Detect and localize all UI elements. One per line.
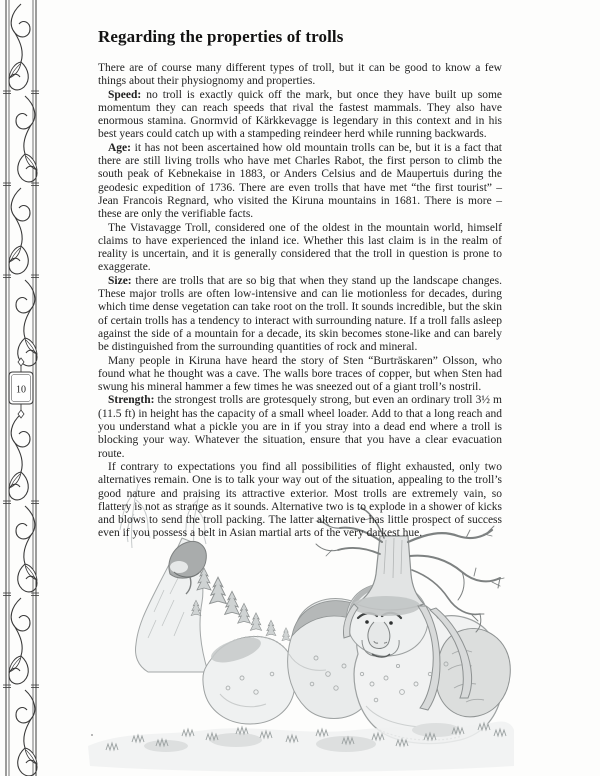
page-number: 10 xyxy=(16,384,26,396)
ground xyxy=(88,721,514,772)
paragraph-age: Age: it has not been ascertained how old mountain trolls can be, but it is a fact that there are still living trolls who have met Charles Rabot, the first person to climb the south peak of Kebnekaise in 1883, or Anders Celsius and de Maupertuis during the geodesic expedition of 1736. There are even trolls that have met “the first tourist” – Jean Francois Regnard, who visited the Kiruna mountains in 1681. There is more – these are only the verifiable facts. xyxy=(98,141,502,221)
paragraph-lead-speed: Speed: xyxy=(108,88,142,101)
paragraph-escape: If contrary to expectations you find all possibilities of flight exhausted, only two alternatives remain. One is to talk your way out of the situation, appealing to the troll’s good nature and praising its attractive exterior. Most trolls are extremely vain, so flattery is not as strange as it sounds. Alternative two is to explode in a shower of kicks and blows to send the troll packing. The latter alternative has little prospect of success even if you possess a belt in Asian martial arts of the very darkest hue. xyxy=(98,460,502,540)
boulder-left xyxy=(203,632,296,724)
paragraph-strength: Strength: the strongest trolls are grotesquely strong, but even an ordinary troll 3½ m (11.5 ft) in height has the capacity of a small wheel loader. Add to that a long reach and you understand what a pickle you are in if you stray into a dead end where a troll is blocking your way. Whatever the situation, ensure that you have a clear evacuation route. xyxy=(98,394,503,460)
ornamental-border xyxy=(0,0,46,776)
paragraph-lead-size: Size: xyxy=(108,274,132,287)
paragraph-speed: Speed: no troll is exactly quick off the mark, but once they have built up some momentum they can reach speeds that rival the fastest mammals. They also have enormous stamina. Gnormvid of Kärkkevagge is legendary in this context and in his best years could catch up with a stampeding reindeer herd while running backwards. xyxy=(98,88,502,141)
article xyxy=(98,26,502,541)
paragraph-lead-age: Age: xyxy=(108,141,131,154)
page-number-cartouche xyxy=(9,358,33,418)
paragraph-intro: There are of course many different types of troll, but it can be good to know a few things about their physiognomy and properties. xyxy=(98,62,502,88)
page-title: Regarding the properties of trolls xyxy=(98,27,344,46)
paragraph-kiruna-story: Many people in Kiruna have heard the story of Sten “Burträskaren” Olsson, who found what he thought was a cave. The walls bore traces of copper, but when Sten had swung his mineral hammer a few times he was sneezed out of a giant troll’s nostril. xyxy=(98,354,502,394)
boulder-right xyxy=(436,629,510,717)
paragraph-vistavagge: The Vistavagge Troll, considered one of the oldest in the mountain world, himself claims to have experienced the inland ice. Whether this last claim is in the realm of reality is uncertain, and it is generally considered that the troll in question is prone to exaggerate. xyxy=(98,221,502,274)
paragraph-lead-strength: Strength: xyxy=(108,394,155,407)
paragraph-size: Size: there are trolls that are so big that when they stand up the landscape changes. These major trolls are often low-intensive and can lie motionless for decades, during which time dense vegetation can take root on the troll. It sounds incredible, but the skin of certain trolls has a tendency to interact with surrounding nature. If a troll falls asleep against the side of a mountain for a decade, its skin becomes stone-like and can barely be distinguished from the surrounding quantities of rock and mineral. xyxy=(98,274,502,354)
